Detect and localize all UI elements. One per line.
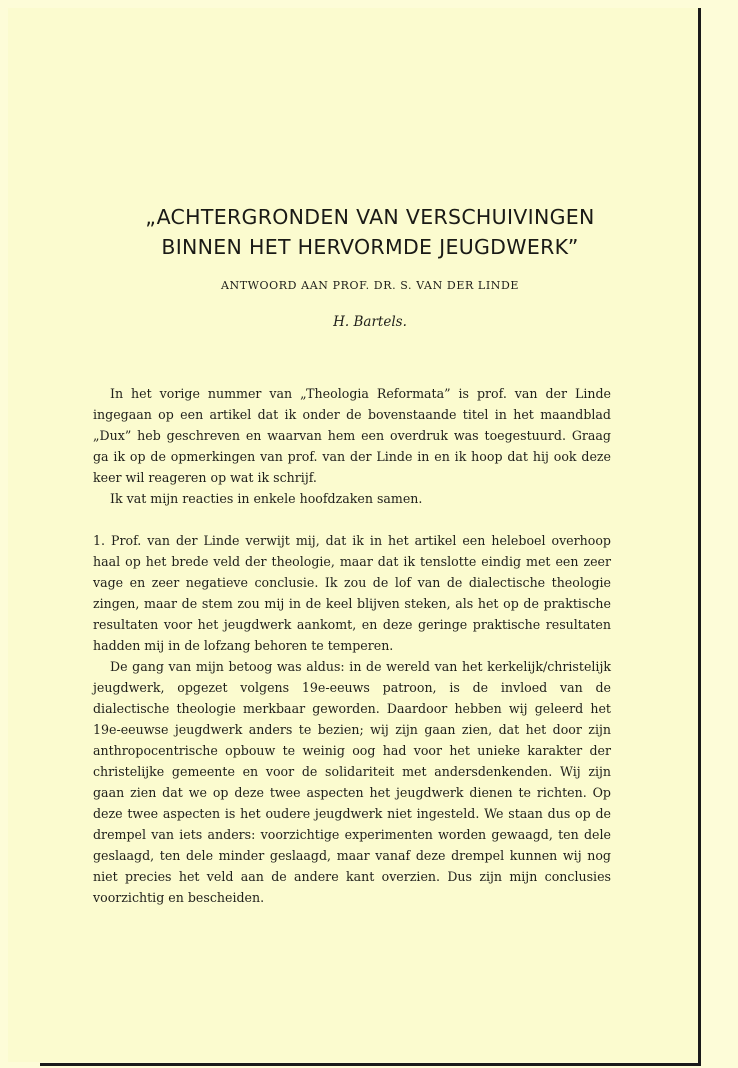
article-title-line-2: BINNEN HET HERVORMDE JEUGDWERK”	[161, 235, 579, 259]
point-1-section	[93, 530, 611, 908]
paragraph: In het vorige nummer van „Theologia Reformata” is prof. van der Linde ingegaan op een artikel dat ik onder de bovenstaande titel in het maandblad „Dux” heb geschreven en waarvan hem een overdruk was toegestuurd. Graag ga ik op de opmerkingen van prof. van der Linde in en ik hoop dat hij ook deze keer wil reageren op wat ik schrijf.	[93, 386, 611, 485]
article-title-line-1: „ACHTERGRONDEN VAN VERSCHUIVINGEN	[145, 205, 595, 229]
paragraph: De gang van mijn betoog was aldus: in de wereld van het kerkelijk/christelijk jeugdwerk, opgezet volgens 19e-eeuws patroon, is de invloed van de dialectische theologie merkbaar geworden. Daardoor hebben wij geleerd het 19e-eeuwse jeugdwerk anders te bezien; wij zijn gaan zien, dat het door zijn anthropocentrische opbouw te weinig oog had voor het unieke karakter der christelijke gemeente en voor de solidariteit met andersdenkenden. Wij zijn gaan zien dat we op deze twee aspecten het jeugdwerk dienen te richten. Op deze twee aspecten is het oudere jeugdwerk niet ingesteld. We staan dus op de drempel van iets anders: voorzichtige experimenten worden gewaagd, ten dele geslaagd, ten dele minder geslaagd, maar vanaf deze drempel kunnen wij nog niet precies het veld aan de andere kant overzien. Dus zijn mijn conclusies voorzichtig en bescheiden.	[93, 659, 611, 905]
paragraph: Ik vat mijn reacties in enkele hoofdzaken samen.	[110, 491, 423, 506]
article-subtitle: ANTWOORD AAN PROF. DR. S. VAN DER LINDE	[220, 279, 520, 292]
intro-section	[93, 383, 611, 509]
page-edge-right	[698, 8, 701, 1064]
page-edge-bottom	[40, 1063, 701, 1066]
author-name: H. Bartels.	[333, 314, 407, 330]
paragraph: 1. Prof. van der Linde verwijt mij, dat ik in het artikel een heleboel overhoop haal op het brede veld der theologie, maar dat ik tenslotte eindig met een zeer vage en zeer negatieve conclusie. Ik zou de lof van de dialectische theologie zingen, maar de stem zou mij in de keel blijven steken, als het op de praktische resultaten voor het jeugdwerk aankomt, en deze geringe praktische resultaten hadden mij in de lofzang behoren te temperen.	[93, 533, 611, 653]
